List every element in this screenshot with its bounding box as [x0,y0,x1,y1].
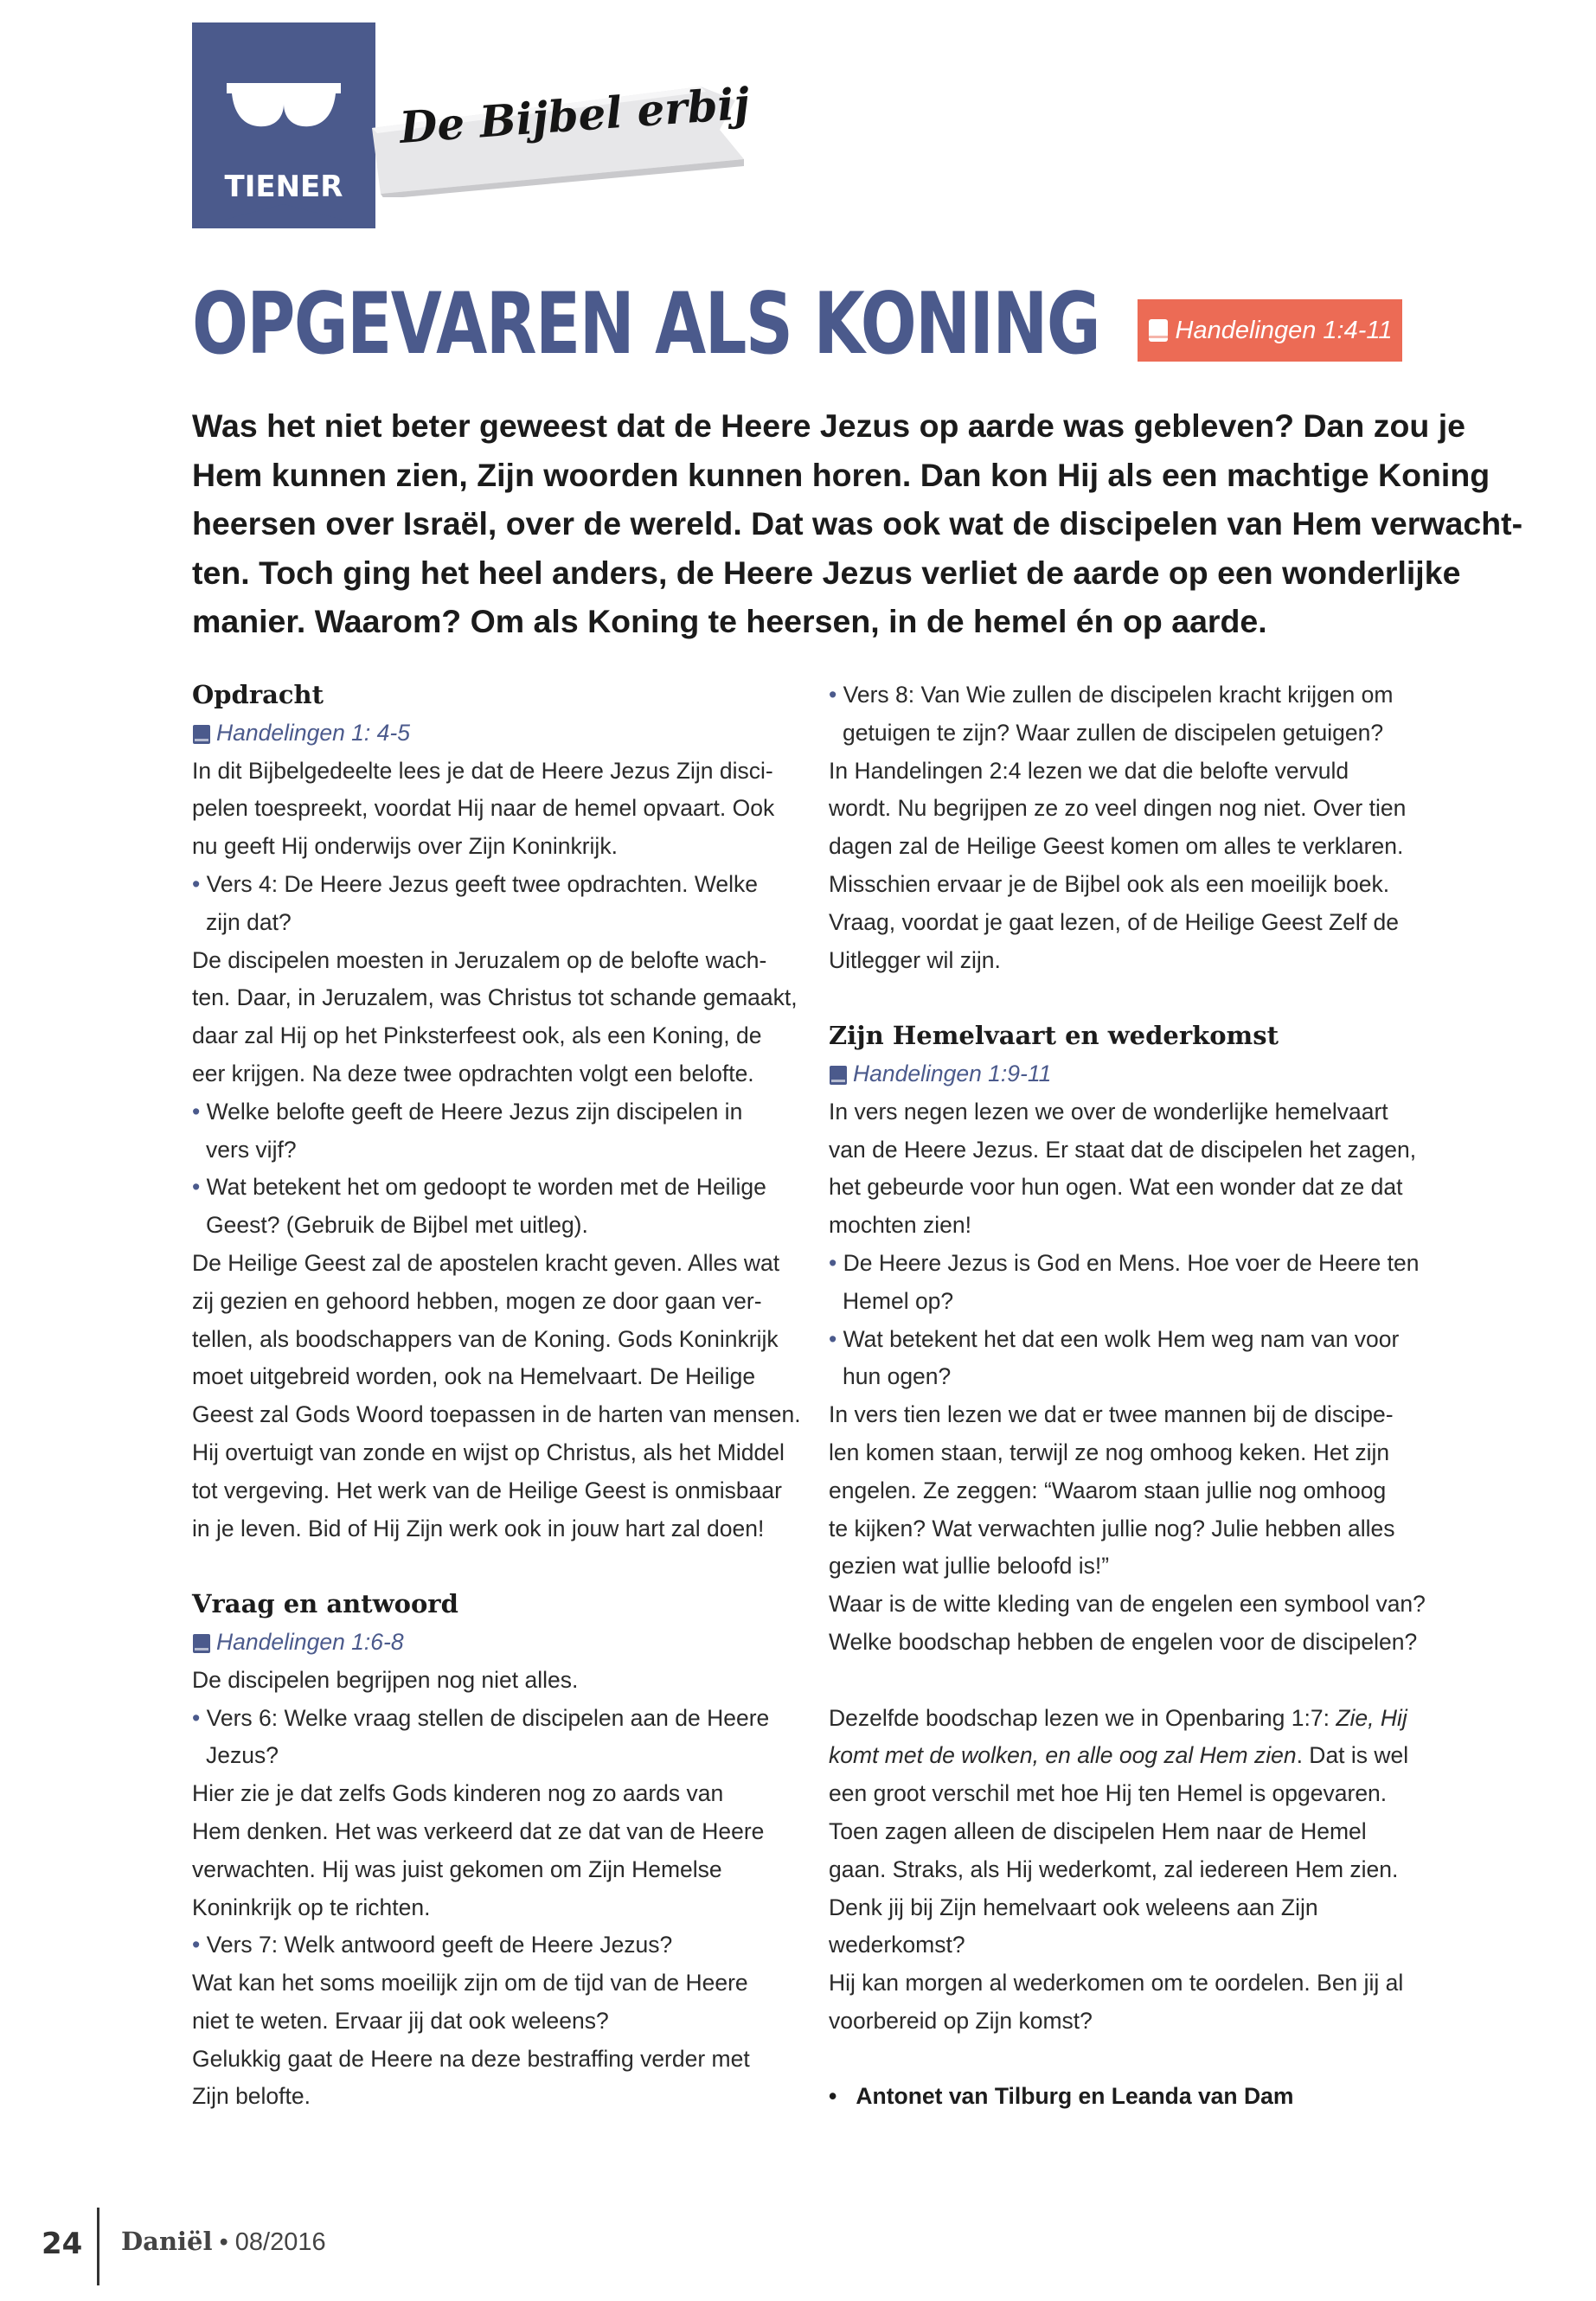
text-segment: . Dat is wel [1296,1742,1409,1769]
reference-text: Handelingen 1:4-11 [1175,316,1393,344]
text-line: Wat kan het soms moeilijk zijn om de tijd van de Heere [192,1970,748,1997]
text-line: wederkomst? [829,1932,965,1958]
section-heading: Opdracht [192,680,324,709]
bullet-text: Vers 7: Welk antwoord geeft de Heere Jezus? [206,1932,673,1958]
text-line: daar zal Hij op het Pinksterfeest ook, als een Koning, de [192,1022,762,1049]
book-icon [1148,318,1169,343]
bullet-icon: • [829,1249,843,1276]
bullet-text: Vers 8: Van Wie zullen de discipelen kracht krijgen om [843,682,1394,708]
magazine-name: Daniël [121,2227,213,2256]
bullet-item [192,1093,798,1131]
spacer [829,2041,1434,2079]
text-segment: Dezelfde boodschap lezen we in Openbaring 1:7: [829,1704,1336,1731]
bullet-continuation: Hemel op? [843,1287,954,1314]
bullet-icon: • [192,1174,207,1201]
text-line: gezien wat jullie beloofd is!” [829,1553,1110,1580]
text-line: een groot verschil met hoe Hij ten Hemel is opgevaren. [829,1780,1388,1807]
bullet-item [829,676,1434,715]
text-line: In dit Bijbelgedeelte lees je dat de Heere Jezus Zijn disci- [192,757,773,784]
intro-line: heersen over Israël, over de wereld. Dat was ook wat de discipelen van Hem verwacht- [192,505,1523,542]
text-line: De Heilige Geest zal de apostelen kracht geven. Alles wat [192,1249,780,1276]
text-line: Welke boodschap hebben de engelen voor de discipelen? [829,1628,1418,1655]
text-line: ten. Daar, in Jeruzalem, was Christus tot schande gemaakt, [192,984,798,1011]
bullet-item [829,1321,1434,1359]
text-line: engelen. Ze zeggen: “Waarom staan jullie nog omhoog [829,1477,1387,1503]
reference-text: Handelingen 1: 4-5 [216,719,410,746]
text-line: Gelukkig gaat de Heere na deze bestraffing verder met [192,2045,750,2072]
text-line: Vraag, voordat je gaat lezen, of de Heilige Geest Zelf de [829,908,1399,935]
bullet-text: Wat betekent het om gedoopt te worden met de Heilige [206,1174,766,1201]
text-line: Waar is de witte kleding van de engelen een symbool van? [829,1591,1426,1618]
text-line: nu geeft Hij onderwijs over Zijn Koninkrijk. [192,833,618,860]
reference-text: Handelingen 1:9-11 [853,1060,1052,1086]
text-line: Hier zie je dat zelfs Gods kinderen nog zo aards van [192,1780,724,1807]
intro-line: Hem kunnen zien, Zijn woorden kunnen horen. Dan kon Hij als een machtige Koning [192,456,1490,493]
text-line: pelen toespreekt, voordat Hij naar de hemel opvaart. Ook [192,795,775,822]
text-line: Misschien ervaar je de Bijbel ook als een moeilijk boek. [829,870,1390,897]
text-line: te kijken? Wat verwachten jullie nog? Julie hebben alles [829,1515,1395,1541]
bullet-icon: • [192,1704,207,1731]
bullet-continuation: vers vijf? [206,1136,297,1163]
bullet-icon: • [829,2083,856,2110]
section-heading: Vraag en antwoord [192,1589,458,1619]
intro-line: Was het niet beter geweest dat de Heere Jezus op aarde was gebleven? Dan zou je [192,407,1465,444]
bullet-item [192,1926,798,1965]
text-line: voorbereid op Zijn komst? [829,2007,1093,2034]
text-line: zij gezien en gehoord hebben, mogen ze door gaan ver- [192,1287,762,1314]
text-line: Denk jij bij Zijn hemelvaart ook weleens aan Zijn [829,1894,1318,1920]
text-line: Hij kan morgen al wederkomen om te oordelen. Ben jij al [829,1970,1404,1997]
bullet-item [192,866,798,904]
quote-segment: komt met de wolken, en alle oog zal Hem zien [829,1742,1297,1769]
bullet-text: Vers 4: De Heere Jezus geeft twee opdrachten. Welke [206,870,758,897]
bullet-continuation: Geest? (Gebruik de Bijbel met uitleg). [206,1212,588,1239]
text-line: tellen, als boodschappers van de Koning. Gods Koninkrijk [192,1325,779,1352]
bullet-item [829,1245,1434,1283]
text-line: len komen staan, terwijl ze nog omhoog keken. Het zijn [829,1439,1390,1465]
bullet-icon: • [829,1325,843,1352]
bullet-continuation: hun ogen? [843,1363,952,1390]
bullet-icon: • [829,682,843,708]
text-line: niet te weten. Ervaar jij dat ook weleens? [192,2007,609,2034]
text-line: In vers tien lezen we dat er twee mannen bij de discipe- [829,1401,1394,1428]
reference-text: Handelingen 1:6-8 [216,1628,404,1655]
text-line: Hij overtuigt van zonde en wijst op Christus, als het Middel [192,1439,785,1465]
right-column [829,676,1434,2116]
text-line: Geest zal Gods Woord toepassen in de harten van mensen. [192,1401,801,1428]
text-line: dagen zal de Heilige Geest komen om alles te verklaren. [829,833,1404,860]
text-line: gaan. Straks, als Hij wederkomt, zal iedereen Hem zien. [829,1856,1399,1882]
text-line: De discipelen moesten in Jeruzalem op de belofte wach- [192,946,767,973]
author-credit [829,2078,1434,2116]
text-line [829,1737,1434,1775]
section-reference [192,715,798,753]
intro-line: manier. Waarom? Om als Koning te heersen, in de hemel én op aarde. [192,603,1267,639]
text-line: Hem denken. Het was verkeerd dat ze dat van de Heere [192,1817,765,1844]
text-line: in je leven. Bid of Hij Zijn werk ook in jouw hart zal doen! [192,1515,765,1541]
intro-paragraph [192,401,1523,646]
bullet-text: Wat betekent het dat een wolk Hem weg nam van voor [843,1325,1400,1352]
section-label: TIENER [224,170,343,204]
text-line: wordt. Nu begrijpen ze zo veel dingen nog niet. Over tien [829,795,1407,822]
spacer [829,1662,1434,1700]
text-line: Koninkrijk op te richten. [192,1894,431,1920]
text-line: van de Heere Jezus. Er staat dat de discipelen het zagen, [829,1136,1417,1163]
bullet-icon: • [192,1932,207,1958]
bullet-text: De Heere Jezus is God en Mens. Hoe voer de Heere ten [843,1249,1420,1276]
quote-segment: Zie, Hij [1336,1704,1407,1731]
bullet-icon: • [192,870,207,897]
text-line: Zijn belofte. [192,2083,311,2110]
text-line: Toen zagen alleen de discipelen Hem naar de Hemel [829,1817,1367,1844]
footer-divider [97,2208,99,2285]
text-line: het gebeurde voor hun ogen. Wat een wonder dat ze dat [829,1174,1403,1201]
page-number: 24 [42,2227,83,2261]
intro-line: ten. Toch ging het heel anders, de Heere Jezus verliet de aarde op een wonderlijke [192,554,1461,591]
bullet-icon: • [192,1098,207,1125]
text-line: Uitlegger wil zijn. [829,946,1001,973]
spacer [829,979,1434,1017]
book-icon [192,723,211,746]
tiener-tag [192,22,375,228]
text-line: In Handelingen 2:4 lezen we dat die belofte vervuld [829,757,1349,784]
text-line: moet uitgebreid worden, ook na Hemelvaart. De Heilige [192,1363,756,1390]
bullet-text: Welke belofte geeft de Heere Jezus zijn discipelen in [206,1098,743,1125]
left-column [192,676,801,2116]
book-icon [192,1632,211,1655]
bullet-item [192,1169,798,1207]
section-reference [829,1055,1434,1093]
spacer [192,1548,798,1586]
magazine-issue: • 08/2016 [212,2228,326,2256]
text-line: verwachten. Hij was juist gekomen om Zijn Hemelse [192,1856,722,1882]
bullet-text: Vers 6: Welke vraag stellen de discipelen aan de Heere [206,1704,770,1731]
text-line [829,1700,1434,1738]
page-title: OPGEVAREN ALS KONING [192,275,1100,374]
bullet-continuation: Jezus? [206,1742,279,1769]
book-icon [829,1064,848,1086]
text-line: tot vergeving. Het werk van de Heilige Geest is onmisbaar [192,1477,782,1503]
section-heading: Zijn Hemelvaart en wederkomst [829,1021,1279,1051]
bullet-item [192,1700,798,1738]
reference-badge [1138,299,1402,362]
text-line: mochten zien! [829,1212,971,1239]
bullet-continuation: zijn dat? [206,908,292,935]
banner-text: De Bijbel erbij [397,77,752,153]
text-line: De discipelen begrijpen nog niet alles. [192,1666,579,1693]
bullet-continuation: getuigen te zijn? Waar zullen de discipelen getuigen? [843,719,1384,746]
text-line: eer krijgen. Na deze twee opdrachten volgt een belofte. [192,1060,754,1086]
text-line: In vers negen lezen we over de wonderlijke hemelvaart [829,1098,1388,1125]
author-names: Antonet van Tilburg en Leanda van Dam [856,2083,1294,2110]
section-reference [192,1624,798,1662]
footer-magazine [121,2227,326,2257]
